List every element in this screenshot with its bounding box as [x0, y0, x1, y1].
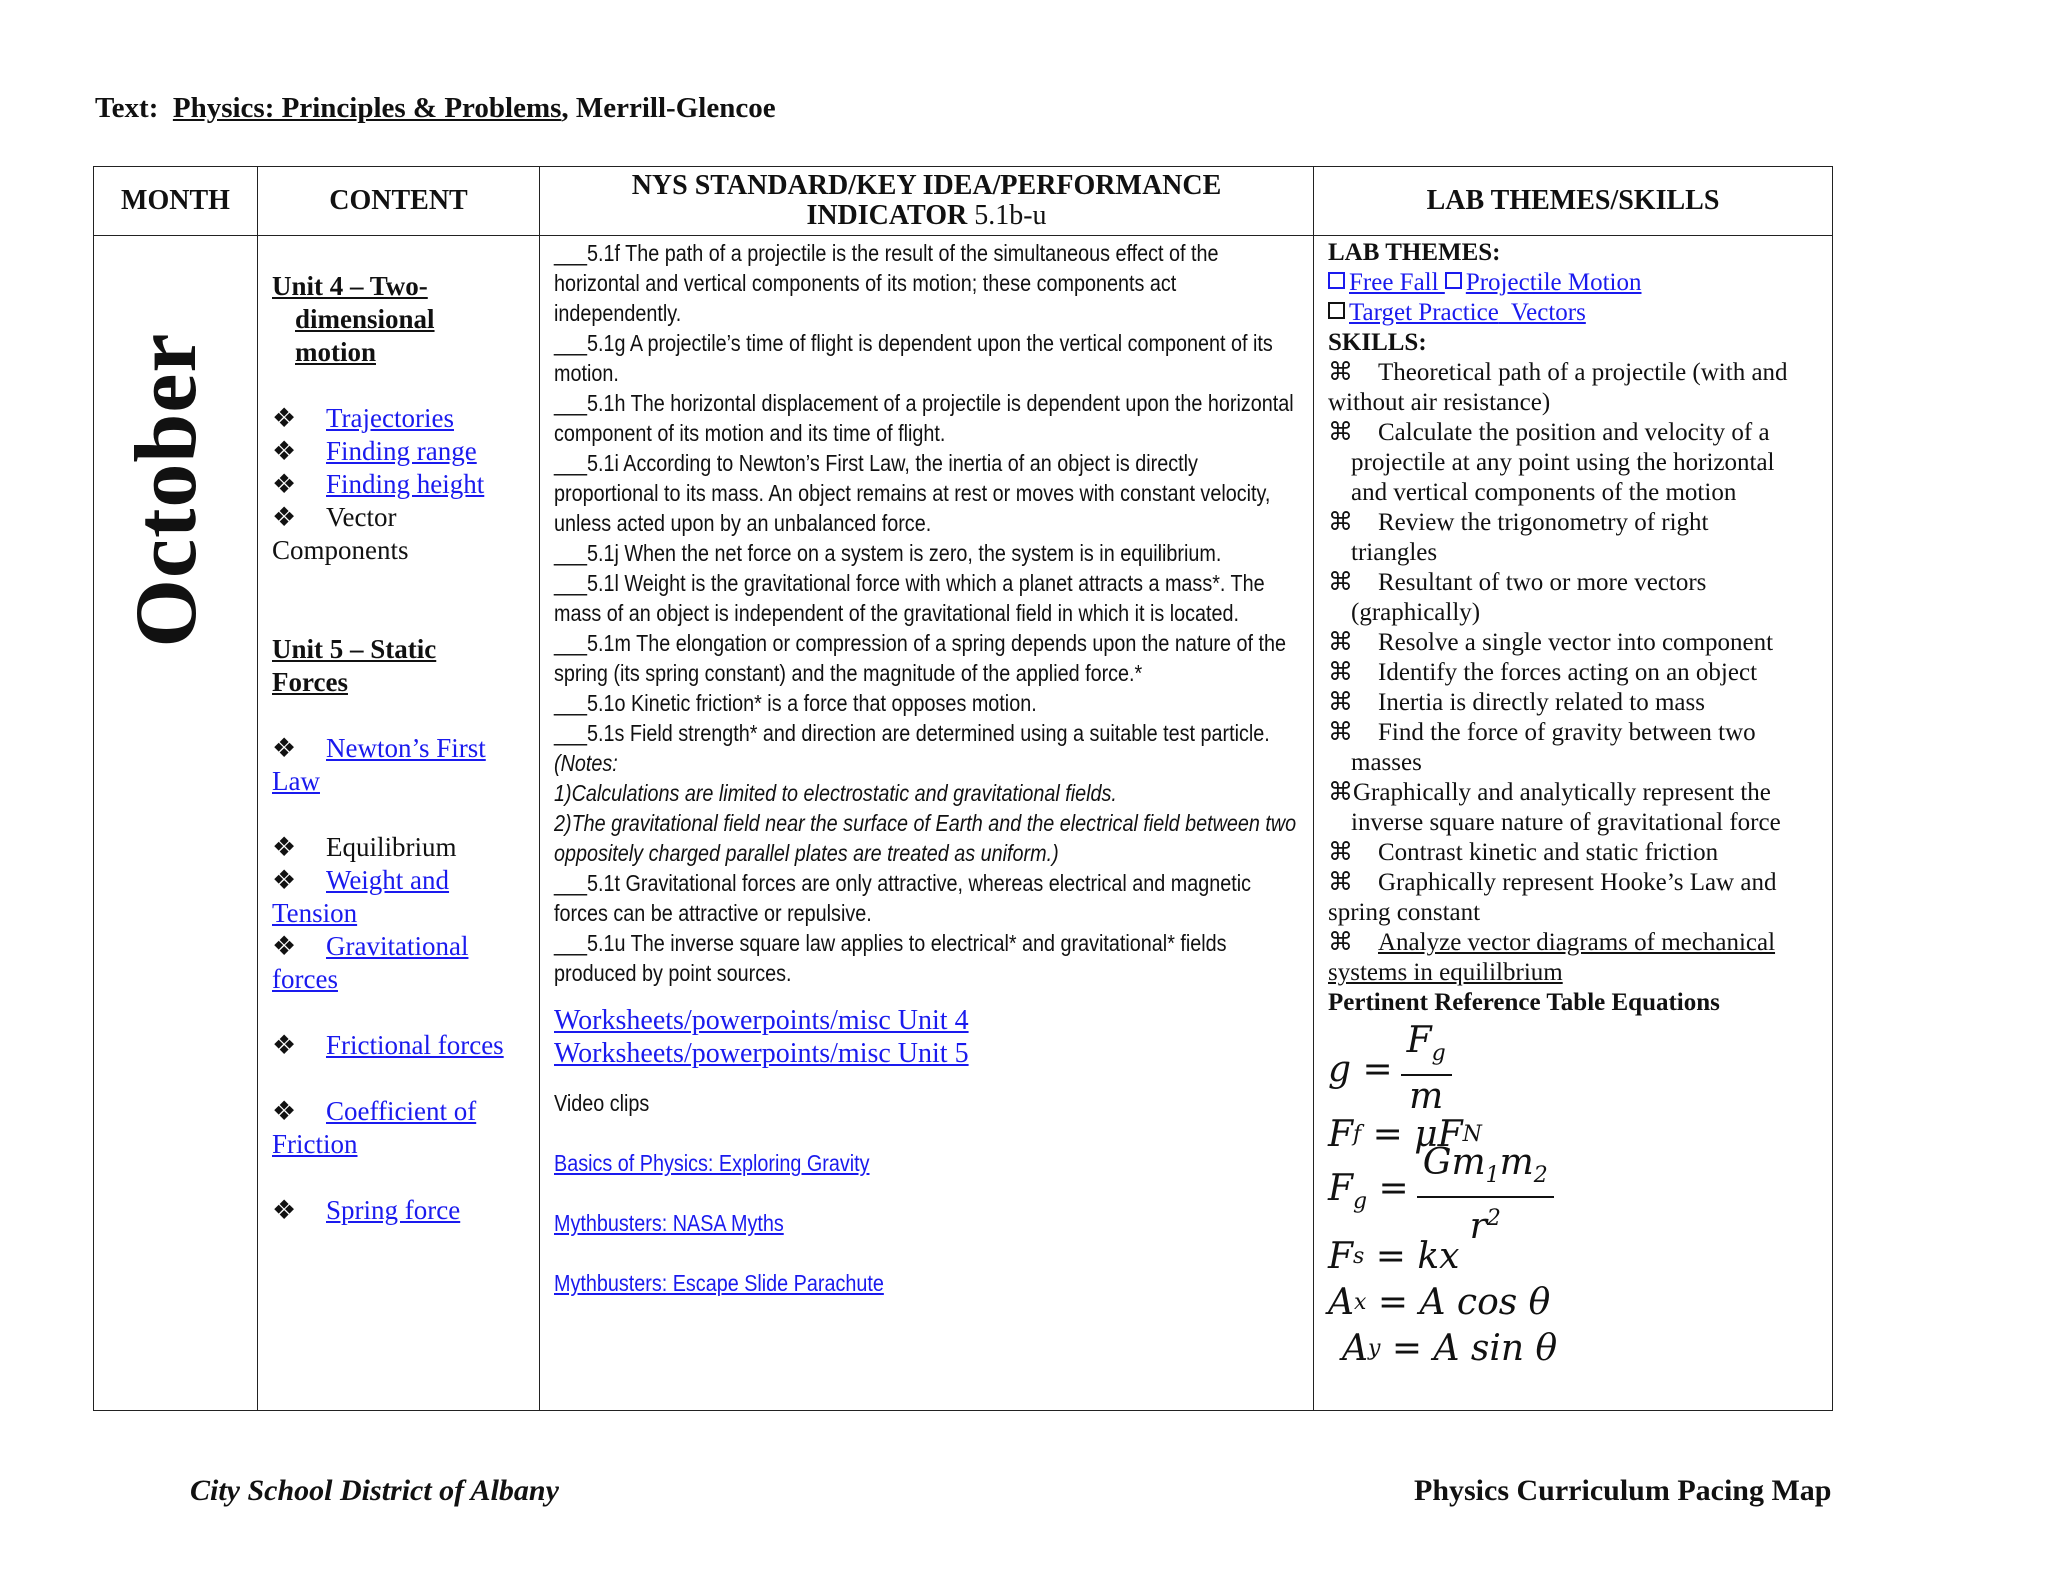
- link-weight-tension-cont[interactable]: Tension: [272, 898, 358, 928]
- skill-item: [1328, 358, 1822, 388]
- bullet-icon: ❖: [272, 865, 297, 895]
- command-icon: ⌘: [1328, 659, 1353, 686]
- lab-themes-row-1: [1328, 268, 1822, 298]
- lab-cell: [1314, 236, 1833, 1411]
- checkbox-icon: [1445, 272, 1462, 289]
- list-item[interactable]: [272, 930, 529, 963]
- link-newtons-first-law[interactable]: Newton’s First: [326, 733, 486, 763]
- skill-item: [1328, 778, 1822, 808]
- table-header-row: [94, 167, 1833, 236]
- header-content: CONTENT: [258, 167, 540, 236]
- unit4-title-line1: Unit 4 – Two-: [272, 271, 428, 301]
- header-month: MONTH: [94, 167, 258, 236]
- unit4-title: [272, 270, 529, 369]
- command-icon: ⌘: [1328, 779, 1353, 806]
- header-lab: LAB THEMES/SKILLS: [1314, 167, 1833, 236]
- equation-ay: A y = A sin θ: [1342, 1328, 1558, 1369]
- link-vectors[interactable]: Vectors: [1498, 299, 1586, 326]
- list-item[interactable]: [272, 864, 529, 897]
- command-icon: ⌘: [1328, 839, 1353, 866]
- worksheets-links: [554, 1004, 1299, 1070]
- skill-text-cont: triangles: [1351, 539, 1438, 566]
- standard-item: ___5.1u The inverse square law applies to electrical* and gravitational* fields produced by point sources.: [554, 930, 1227, 986]
- standard-item: ___5.1j When the net force on a system is zero, the system is in equilibrium.: [554, 540, 1222, 566]
- link-projectile-motion[interactable]: Projectile Motion: [1465, 269, 1642, 296]
- bullet-icon: ❖: [272, 733, 297, 763]
- skill-text: Calculate the position and velocity of a: [1378, 419, 1770, 446]
- link-worksheets-unit4[interactable]: Worksheets/powerpoints/misc Unit 4: [554, 1005, 969, 1036]
- skill-text-cont: spring constant: [1328, 899, 1481, 926]
- bullet-icon: ❖: [272, 1195, 297, 1225]
- video-section: [554, 1088, 1195, 1298]
- skill-text-cont: (graphically): [1351, 599, 1481, 626]
- skill-text: Resultant of two or more vectors: [1378, 569, 1707, 596]
- skill-item: [1328, 658, 1822, 688]
- list-item[interactable]: [272, 732, 529, 765]
- command-icon: ⌘: [1328, 689, 1353, 716]
- pacing-table: [93, 166, 1833, 1411]
- notes-head: (Notes:: [554, 750, 618, 776]
- command-icon: ⌘: [1328, 569, 1353, 596]
- skill-text-cont: without air resistance): [1328, 389, 1551, 416]
- reference-equations: [1328, 1020, 1822, 1372]
- bullet-icon: ❖: [272, 502, 297, 532]
- skill-text: Graphically represent Hooke’s Law and: [1378, 869, 1777, 896]
- footer-title: Physics Curriculum Pacing Map: [1414, 1474, 1832, 1507]
- video-clips-title: Video clips: [554, 1090, 650, 1116]
- book-title: Physics: Principles & Problems: [172, 92, 562, 124]
- document-header: [95, 92, 776, 125]
- skill-item: [1328, 868, 1822, 898]
- equation-gravity-field: g = $\frac{F_g}{m}$: [1328, 1028, 1822, 1112]
- skill-text: Resolve a single vector into component: [1378, 629, 1774, 656]
- standard-item: ___5.1l Weight is the gravitational force with which a planet attracts a mass*. The mass of an object is independent of the gravitational field in which it is located.: [554, 570, 1265, 626]
- skill-text-cont: masses: [1351, 749, 1422, 776]
- list-item[interactable]: [272, 1029, 529, 1062]
- link-worksheets-unit5[interactable]: Worksheets/powerpoints/misc Unit 5: [554, 1038, 969, 1069]
- skill-text: Analyze vector diagrams of mechanical: [1378, 929, 1776, 956]
- list-item: [272, 501, 529, 534]
- skill-item: [1328, 688, 1822, 718]
- link-gravitational-forces[interactable]: Gravitational: [326, 931, 469, 961]
- skill-item: [1328, 418, 1822, 448]
- header-prefix: Text:: [95, 92, 159, 124]
- command-icon: ⌘: [1328, 719, 1353, 746]
- command-icon: ⌘: [1328, 629, 1353, 656]
- bullet-icon: ❖: [272, 469, 297, 499]
- list-item[interactable]: [272, 1095, 529, 1128]
- equation-ax: A x = A cos θ: [1328, 1282, 1551, 1323]
- list-item[interactable]: [272, 1194, 529, 1227]
- equation-friction: F f = μF N: [1328, 1114, 1482, 1155]
- skills-heading: SKILLS:: [1328, 329, 1427, 356]
- link-free-fall[interactable]: Free Fall: [1349, 269, 1445, 296]
- skill-text: Theoretical path of a projectile (with and: [1378, 359, 1788, 386]
- link-video-escape-slide[interactable]: Mythbusters: Escape Slide Parachute: [554, 1270, 884, 1296]
- table-row-october: [94, 236, 1833, 1411]
- list-item: [272, 831, 529, 864]
- bullet-icon: ❖: [272, 1030, 297, 1060]
- standard-item: ___5.1g A projectile’s time of flight is dependent upon the vertical component of its motion.: [554, 330, 1273, 386]
- skill-item: [1328, 568, 1822, 598]
- command-icon: ⌘: [1328, 509, 1353, 536]
- footer-district: City School District of Albany: [190, 1474, 559, 1507]
- bullet-icon: ❖: [272, 832, 297, 862]
- skill-item: [1328, 508, 1822, 538]
- bullet-icon: ❖: [272, 403, 297, 433]
- skill-item: [1328, 838, 1822, 868]
- bullet-icon: ❖: [272, 931, 297, 961]
- link-spring-force[interactable]: Spring force: [326, 1195, 461, 1225]
- standard-item: ___5.1m The elongation or compression of a spring depends upon the nature of the spring (its spring constant) and the magnitude of the applied force.*: [554, 630, 1287, 686]
- header-standard-code: 5.1b-u: [967, 200, 1047, 231]
- standard-item: ___5.1h The horizontal displacement of a projectile is dependent upon the horizontal component of its motion and its time of flight.: [554, 390, 1294, 446]
- header-standard: [540, 167, 1314, 236]
- equations-heading: Pertinent Reference Table Equations: [1328, 989, 1720, 1016]
- link-weight-tension[interactable]: Weight and: [326, 865, 450, 895]
- lab-themes-row-2: [1328, 298, 1822, 328]
- skill-text-cont: projectile at any point using the horizontal: [1351, 449, 1775, 476]
- note-2: 2)The gravitational field near the surface of Earth and the electrical field between two oppositely charged parallel plates are treated as uniform.): [554, 810, 1297, 866]
- link-coefficient-friction-cont[interactable]: Friction: [272, 1129, 358, 1159]
- standard-item: ___5.1t Gravitational forces are only attractive, whereas electrical and magnetic forces can be attractive or repulsive.: [554, 870, 1252, 926]
- unit4-title-line3: motion: [295, 337, 376, 367]
- checkbox-icon: [1328, 302, 1345, 319]
- skill-item: [1328, 928, 1822, 958]
- standard-item: ___5.1i According to Newton’s First Law, the inertia of an object is directly proportional to its mass. An object remains at rest or moves with constant velocity, unless acted upon by an unbalanced force.: [554, 450, 1271, 536]
- link-trajectories[interactable]: Trajectories: [326, 403, 454, 433]
- command-icon: ⌘: [1328, 419, 1353, 446]
- skill-item: [1328, 628, 1822, 658]
- list-item[interactable]: [272, 435, 529, 468]
- lab-themes-heading: LAB THEMES:: [1328, 239, 1501, 266]
- skill-item: [1328, 718, 1822, 748]
- link-gravitational-forces-cont[interactable]: forces: [272, 964, 338, 994]
- unit4-title-line2: dimensional: [295, 304, 435, 334]
- month-label: October: [118, 332, 215, 648]
- vector-label: Vector: [326, 502, 397, 532]
- header-standard-indicator: INDICATOR: [806, 200, 968, 231]
- standards-cell: [540, 236, 1314, 1411]
- list-item[interactable]: [272, 402, 529, 435]
- note-1: 1)Calculations are limited to electrostatic and gravitational fields.: [554, 780, 1117, 806]
- equation-gravitation: $F_g$ = $\frac{Gm_1m_2}{r^2}$: [1328, 1158, 1822, 1234]
- skill-text: Find the force of gravity between two: [1378, 719, 1756, 746]
- list-item[interactable]: [272, 468, 529, 501]
- link-video-gravity[interactable]: Basics of Physics: Exploring Gravity: [554, 1150, 870, 1176]
- link-target-practice[interactable]: Target Practice: [1349, 299, 1499, 326]
- vector-label-cont: Components: [272, 535, 409, 565]
- command-icon: ⌘: [1328, 929, 1353, 956]
- link-frictional-forces[interactable]: Frictional forces: [326, 1030, 504, 1060]
- skill-text: Review the trigonometry of right: [1378, 509, 1709, 536]
- header-standard-line1: NYS STANDARD/KEY IDEA/PERFORMANCE: [631, 170, 1222, 201]
- skill-text-cont: and vertical components of the motion: [1351, 479, 1737, 506]
- link-video-nasa-myths[interactable]: Mythbusters: NASA Myths: [554, 1210, 784, 1236]
- standard-51s-text: ___5.1s Field strength* and direction are determined using a suitable test particle.: [554, 720, 1270, 746]
- skill-text: Graphically and analytically represent the: [1353, 779, 1771, 806]
- month-cell: [94, 236, 258, 1411]
- skill-text: Identify the forces acting on an object: [1378, 659, 1758, 686]
- skill-text-cont: inverse square nature of gravitational force: [1351, 809, 1781, 836]
- checkbox-icon: [1328, 272, 1345, 289]
- bullet-icon: ❖: [272, 436, 297, 466]
- unit5-title-line2: Forces: [272, 667, 348, 697]
- command-icon: ⌘: [1328, 359, 1353, 386]
- equilibrium-label: Equilibrium: [326, 832, 457, 862]
- standard-item: ___5.1o Kinetic friction* is a force that opposes motion.: [554, 690, 1037, 716]
- skill-text-cont: systems in equililbrium: [1328, 959, 1563, 986]
- standard-item: ___5.1f The path of a projectile is the result of the simultaneous effect of the horizontal and vertical components of its motion; these components act independently.: [554, 240, 1219, 326]
- skill-text: Inertia is directly related to mass: [1378, 689, 1705, 716]
- unit5-title-line1: Unit 5 – Static: [272, 634, 437, 664]
- command-icon: ⌘: [1328, 869, 1353, 896]
- link-finding-range[interactable]: Finding range: [326, 436, 477, 466]
- content-cell: [258, 236, 540, 1411]
- standards-body: [554, 238, 1302, 988]
- link-newtons-first-law-cont[interactable]: Law: [272, 766, 320, 796]
- link-finding-height[interactable]: Finding height: [326, 469, 485, 499]
- standard-item-51s: [554, 718, 1302, 778]
- equation-spring: F s = kx: [1328, 1236, 1460, 1277]
- bullet-icon: ❖: [272, 1096, 297, 1126]
- publisher: , Merrill-Glencoe: [561, 92, 776, 124]
- link-coefficient-friction[interactable]: Coefficient of: [326, 1096, 477, 1126]
- skill-text: Contrast kinetic and static friction: [1378, 839, 1719, 866]
- unit5-title: [272, 633, 529, 699]
